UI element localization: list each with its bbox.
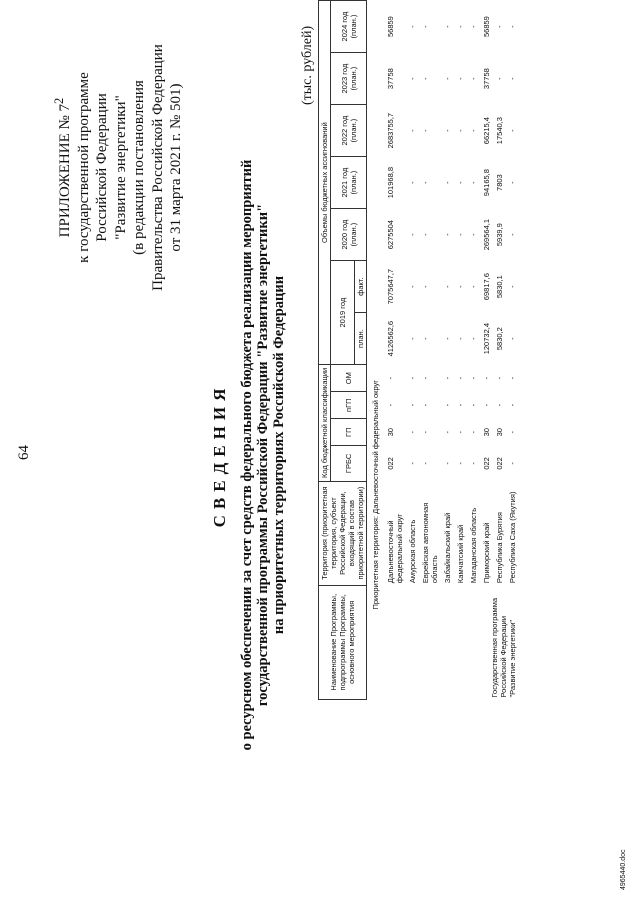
value-cell: 022	[386, 457, 395, 470]
value-cell: -	[443, 376, 452, 380]
appendix-heading-sup: 2	[52, 97, 66, 104]
value-cell: -	[508, 430, 517, 434]
value-cell: -	[508, 233, 517, 236]
value-cell: -	[482, 376, 491, 380]
value-cell: -	[456, 25, 465, 28]
value-cell: -	[408, 129, 417, 132]
header-2021: 2021 год (план.)	[331, 157, 367, 209]
value-cell: -	[456, 129, 465, 132]
value-cell: -	[421, 233, 430, 236]
value-cell: -	[443, 462, 452, 465]
value-cell: -	[469, 129, 478, 132]
value-cell: -	[508, 181, 517, 184]
value-cell: -	[408, 25, 417, 28]
value-cell: -	[456, 430, 465, 434]
value-cell: 5830,1	[495, 275, 504, 299]
value-cell: -	[469, 430, 478, 434]
value-cell: -	[443, 233, 452, 236]
header-om: ОМ	[331, 365, 367, 392]
value-cell: -	[456, 337, 465, 340]
header-pgp: пГП	[331, 392, 367, 419]
value-cell: 5939,9	[495, 223, 504, 247]
header-2019-plan: план.	[355, 313, 367, 365]
territory-cell: Забайкальский край	[443, 512, 452, 584]
value-cell: -	[386, 403, 395, 407]
value-cell: -	[421, 77, 430, 80]
territory-cell: Республика Бурятия	[495, 512, 504, 584]
value-cell: -	[508, 462, 517, 465]
value-cell: -	[443, 337, 452, 340]
value-cell: -	[495, 25, 504, 28]
priority-territory-label: Приоритетная территория: Дальневосточный федеральный округ	[371, 379, 380, 610]
value-cell: 66215,4	[482, 117, 491, 145]
value-cell: 022	[482, 457, 491, 470]
value-cell: 69817,6	[482, 273, 491, 301]
value-cell: -	[421, 430, 430, 434]
territory-cell: Магаданская область	[469, 507, 478, 584]
document-code: 4965440.doc	[620, 849, 627, 890]
value-cell: -	[495, 77, 504, 80]
value-cell: -	[408, 430, 417, 434]
value-cell: -	[408, 77, 417, 80]
value-cell: 4126562,6	[386, 320, 395, 357]
budget-table	[318, 0, 519, 700]
value-cell: -	[508, 129, 517, 132]
value-cell: -	[421, 403, 430, 407]
value-cell: -	[469, 233, 478, 236]
value-cell: -	[408, 337, 417, 340]
value-cell: 269564,1	[482, 218, 491, 251]
header-budget-code: Код бюджетной классификации	[319, 365, 331, 481]
territory-cell: Еврейская автономная область	[421, 502, 439, 584]
value-cell: -	[421, 25, 430, 28]
appendix-line: (в редакции постановления	[131, 80, 147, 255]
territory-cell: Амурская область	[408, 519, 417, 584]
value-cell: -	[508, 25, 517, 28]
value-cell: -	[456, 462, 465, 465]
value-cell: -	[421, 462, 430, 465]
document-title: СВЕДЕНИЯ	[210, 382, 229, 528]
territory-cell: Камчатский край	[456, 524, 465, 584]
value-cell: 101968,8	[386, 166, 395, 199]
value-cell: 56859	[482, 16, 491, 37]
value-cell: -	[421, 285, 430, 288]
value-cell: -	[443, 129, 452, 132]
value-cell: -	[469, 337, 478, 340]
title-block	[210, 85, 287, 825]
value-cell: -	[443, 181, 452, 184]
territory-cell: Приморский край	[482, 522, 491, 584]
value-cell: -	[456, 285, 465, 288]
value-cell: -	[482, 403, 491, 407]
value-cell: -	[386, 376, 395, 380]
value-cell: -	[469, 181, 478, 184]
value-cell: -	[408, 181, 417, 184]
value-cell: 30	[386, 428, 395, 437]
header-2023: 2023 год (план.)	[331, 53, 367, 105]
value-cell: -	[421, 376, 430, 380]
appendix-block	[50, 35, 186, 300]
appendix-line: к государственной программе	[75, 72, 92, 263]
header-grbs: ГРБС	[331, 446, 367, 481]
value-cell: 94165,8	[482, 169, 491, 197]
value-cell: 6275504	[386, 220, 395, 250]
value-cell: -	[443, 77, 452, 80]
appendix-line: Правительства Российской Федерации	[149, 44, 166, 291]
value-cell: 120732,4	[482, 322, 491, 355]
value-cell: 7803	[495, 174, 504, 191]
value-cell: -	[469, 285, 478, 288]
value-cell: -	[469, 25, 478, 28]
value-cell: 022	[495, 457, 504, 470]
subtitle-line: о ресурсном обеспечении за счет средств федерального бюджета реализации мероприятий	[239, 159, 255, 751]
value-cell: -	[508, 77, 517, 80]
header-2019-fact: факт.	[355, 261, 367, 313]
territory-cell: Дальневосточный федеральный округ	[386, 513, 404, 584]
value-cell: -	[443, 430, 452, 434]
table-row	[384, 1, 406, 700]
value-cell: -	[421, 181, 430, 184]
appendix-heading-text: ПРИЛОЖЕНИЕ № 7	[57, 103, 73, 238]
value-cell: -	[469, 376, 478, 380]
appendix-line: Российской Федерации	[94, 93, 110, 242]
value-cell: -	[443, 25, 452, 28]
value-cell: -	[408, 376, 417, 380]
value-cell: -	[508, 376, 517, 380]
header-2020: 2020 год (план.)	[331, 209, 367, 261]
value-cell: -	[408, 403, 417, 407]
program-name-cell: Государственная программа Российской Федерации "Развитие энергетики"	[490, 597, 517, 698]
value-cell: -	[443, 403, 452, 407]
value-cell: 5830,2	[495, 327, 504, 351]
value-cell: -	[508, 337, 517, 340]
header-territory: Территория (приоритетная территория, субъект Российской Федерации, входящий в состав приоритетной территории)	[319, 481, 367, 585]
value-cell: 7075647,7	[386, 268, 395, 305]
header-2022: 2022 год (план.)	[331, 105, 367, 157]
value-cell: -	[421, 337, 430, 340]
header-gp: ГП	[331, 419, 367, 446]
value-cell: -	[469, 462, 478, 465]
subtitle-line: государственной программы Российской Федерации "Развитие энергетики"	[255, 203, 271, 707]
value-cell: -	[495, 376, 504, 380]
value-cell: 17540,3	[495, 117, 504, 145]
value-cell: -	[456, 181, 465, 184]
value-cell: 2683755,7	[386, 112, 395, 149]
value-cell: 56859	[386, 16, 395, 37]
value-cell: -	[456, 77, 465, 80]
header-program-name: Наименование Программы, подпрограммы Программы, основного мероприятия	[319, 585, 367, 699]
value-cell: -	[408, 285, 417, 288]
header-2019: 2019 год	[331, 261, 355, 365]
subtitle-line: на приоритетных территориях Российской Федерации	[271, 275, 287, 635]
appendix-heading	[50, 35, 75, 300]
value-cell: -	[508, 403, 517, 407]
header-volumes: Объемы бюджетных ассигнований	[319, 1, 331, 365]
value-cell: -	[469, 403, 478, 407]
value-cell: -	[456, 376, 465, 380]
page-number: 64	[16, 445, 32, 460]
value-cell: -	[456, 233, 465, 236]
value-cell: 37758	[386, 68, 395, 90]
value-cell: -	[469, 77, 478, 80]
appendix-line: от 31 марта 2021 г. № 501)	[168, 83, 184, 252]
value-cell: 30	[495, 428, 504, 437]
value-cell: -	[421, 129, 430, 132]
value-cell: -	[495, 403, 504, 407]
value-cell: 30	[482, 428, 491, 437]
value-cell: -	[508, 285, 517, 288]
value-cell: 37758	[482, 68, 491, 90]
value-cell: -	[408, 233, 417, 236]
header-2024: 2024 год (план.)	[331, 1, 367, 53]
value-cell: -	[443, 285, 452, 288]
value-cell: -	[408, 462, 417, 465]
appendix-line: "Развитие энергетики"	[112, 95, 129, 240]
value-cell: -	[456, 403, 465, 407]
territory-cell: Республика Саха (Якутия)	[508, 491, 517, 584]
units-label: (тыс. рублей)	[300, 25, 315, 105]
